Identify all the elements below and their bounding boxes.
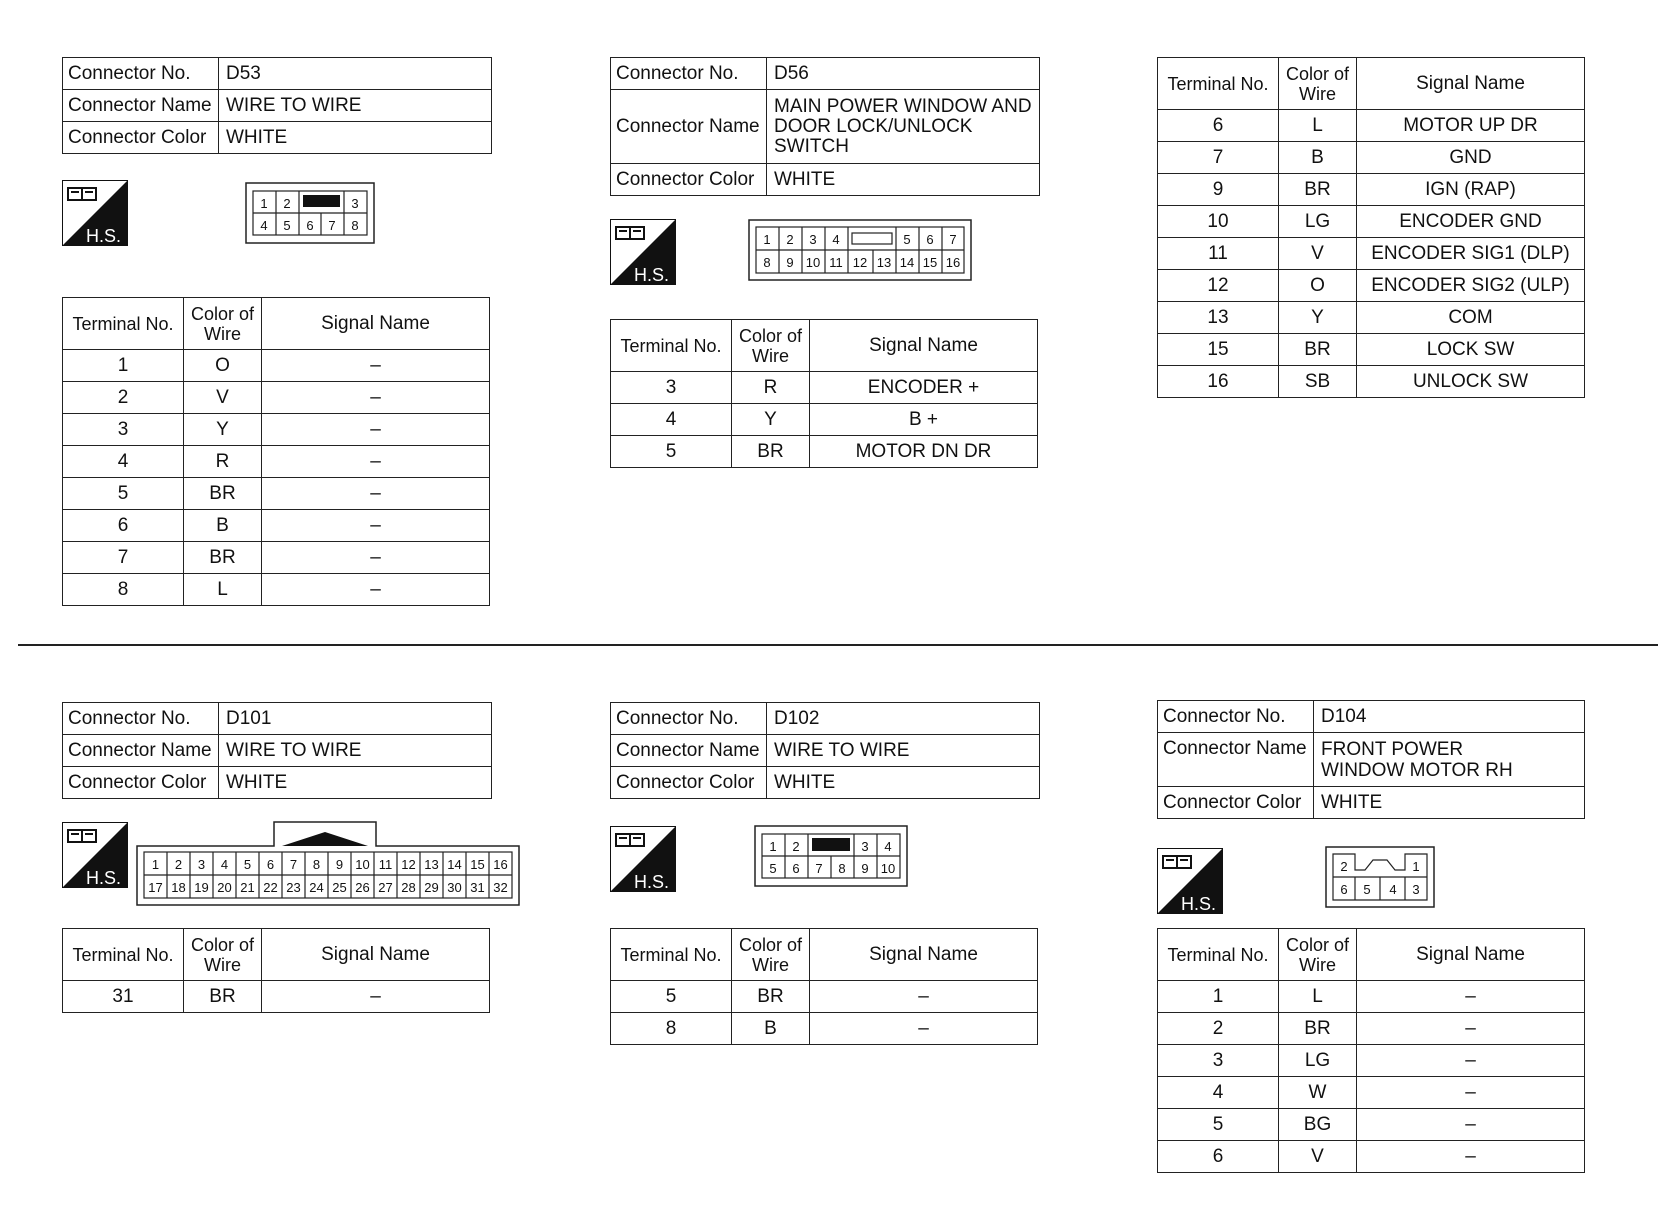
pin-label: 3 xyxy=(1412,882,1420,897)
pin-label: 10 xyxy=(880,861,896,876)
connector-color-label: Connector Color xyxy=(611,767,767,799)
connector-no-value: D56 xyxy=(767,58,1040,90)
pin-label: 2 xyxy=(283,196,291,211)
signal-cell: – xyxy=(262,382,490,414)
signal-cell: – xyxy=(262,510,490,542)
terminal-cell: 4 xyxy=(611,404,732,436)
pin-label: 2 xyxy=(786,232,794,247)
wire-color-cell: O xyxy=(184,350,262,382)
pin-label: 8 xyxy=(763,255,771,270)
wire-color-cell: Y xyxy=(184,414,262,446)
table-row xyxy=(1158,206,1585,238)
terminal-cell: 7 xyxy=(1158,142,1279,174)
table-row xyxy=(63,350,490,382)
col-terminal: Terminal No. xyxy=(63,298,184,350)
wire-color-cell: O xyxy=(1279,270,1357,302)
signal-cell: – xyxy=(262,542,490,574)
signal-cell: – xyxy=(1357,1141,1585,1173)
wire-color-cell: L xyxy=(1279,110,1357,142)
pin-label: 26 xyxy=(355,880,370,895)
connector-color-label: Connector Color xyxy=(1158,787,1314,819)
pin-label: 21 xyxy=(240,880,255,895)
connector-name-value: MAIN POWER WINDOW AND DOOR LOCK/UNLOCK SWITCH xyxy=(767,90,1040,164)
connector-name-label: Connector Name xyxy=(611,735,767,767)
terminal-cell: 9 xyxy=(1158,174,1279,206)
wire-color-cell: LG xyxy=(1279,206,1357,238)
terminal-cell: 12 xyxy=(1158,270,1279,302)
terminal-cell: 2 xyxy=(63,382,184,414)
pin-label: 15 xyxy=(922,255,938,270)
table-row xyxy=(1158,1045,1585,1077)
pin-label: 22 xyxy=(263,880,278,895)
section-divider xyxy=(18,644,1658,646)
signal-cell: MOTOR UP DR xyxy=(1357,110,1585,142)
connector-info-table xyxy=(62,702,492,799)
pin-label: 13 xyxy=(876,255,892,270)
pin-label: 13 xyxy=(424,857,439,872)
pin-label: 6 xyxy=(266,857,275,872)
connector-color-label: Connector Color xyxy=(63,122,219,154)
signal-cell: – xyxy=(262,350,490,382)
wire-color-cell: LG xyxy=(1279,1045,1357,1077)
harness-side-icon xyxy=(62,822,128,888)
pin-label: 19 xyxy=(194,880,209,895)
connector-color-value: WHITE xyxy=(767,164,1040,196)
pin-label: 8 xyxy=(351,218,359,233)
pin-label: 1 xyxy=(1412,859,1420,874)
signal-cell: – xyxy=(262,478,490,510)
pin-label: 1 xyxy=(151,857,160,872)
connector-color-value: WHITE xyxy=(219,767,492,799)
terminal-cell: 8 xyxy=(611,1013,732,1045)
pin-label: 2 xyxy=(792,839,800,854)
terminal-table xyxy=(1157,57,1585,398)
wire-color-cell: BR xyxy=(732,981,810,1013)
col-signal: Signal Name xyxy=(1357,929,1585,981)
pin-label: 27 xyxy=(378,880,393,895)
terminal-cell: 3 xyxy=(63,414,184,446)
wire-color-cell: BG xyxy=(1279,1109,1357,1141)
table-row xyxy=(63,446,490,478)
pin-label: 2 xyxy=(1340,859,1348,874)
wire-color-cell: B xyxy=(732,1013,810,1045)
signal-cell: UNLOCK SW xyxy=(1357,366,1585,398)
table-row xyxy=(611,436,1038,468)
harness-side-icon xyxy=(610,826,676,892)
terminal-cell: 5 xyxy=(611,981,732,1013)
pin-label: 16 xyxy=(945,255,961,270)
pin-label: 3 xyxy=(861,839,869,854)
col-color: Color of Wire xyxy=(184,298,262,350)
pin-label: 7 xyxy=(815,861,823,876)
table-row xyxy=(1158,366,1585,398)
terminal-cell: 5 xyxy=(611,436,732,468)
connector-info-table xyxy=(610,702,1040,799)
signal-cell: COM xyxy=(1357,302,1585,334)
col-color: Color of Wire xyxy=(732,320,810,372)
wire-color-cell: BR xyxy=(1279,1013,1357,1045)
connector-name-label: Connector Name xyxy=(63,90,219,122)
table-row xyxy=(63,574,490,606)
connector-color-label: Connector Color xyxy=(63,767,219,799)
signal-cell: – xyxy=(1357,1109,1585,1141)
pin-label: 10 xyxy=(805,255,821,270)
pin-label: 28 xyxy=(401,880,416,895)
pin-label: 11 xyxy=(378,857,393,872)
table-row xyxy=(611,981,1038,1013)
pin-label: 5 xyxy=(283,218,291,233)
table-row xyxy=(63,542,490,574)
pin-label: 4 xyxy=(832,232,840,247)
terminal-cell: 5 xyxy=(1158,1109,1279,1141)
connector-no-label: Connector No. xyxy=(63,58,219,90)
col-terminal: Terminal No. xyxy=(611,320,732,372)
connector-color-value: WHITE xyxy=(219,122,492,154)
wire-color-cell: Y xyxy=(1279,302,1357,334)
wire-color-cell: BR xyxy=(1279,174,1357,206)
pin-label: 9 xyxy=(335,857,344,872)
terminal-cell: 6 xyxy=(1158,1141,1279,1173)
wire-color-cell: B xyxy=(1279,142,1357,174)
signal-cell: – xyxy=(810,981,1038,1013)
pin-label: 14 xyxy=(447,857,462,872)
table-row xyxy=(1158,302,1585,334)
pin-label: 4 xyxy=(884,839,892,854)
terminal-cell: 4 xyxy=(63,446,184,478)
pin-label: 1 xyxy=(769,839,777,854)
terminal-cell: 31 xyxy=(63,981,184,1013)
terminal-cell: 3 xyxy=(1158,1045,1279,1077)
signal-cell: – xyxy=(262,414,490,446)
terminal-cell: 6 xyxy=(63,510,184,542)
connector-face-diagram xyxy=(754,825,908,887)
pin-label: 5 xyxy=(243,857,252,872)
table-row xyxy=(1158,1141,1585,1173)
terminal-cell: 4 xyxy=(1158,1077,1279,1109)
pin-label: 9 xyxy=(786,255,794,270)
hs-label: H.S. xyxy=(86,868,122,888)
pin-label: 23 xyxy=(286,880,301,895)
connector-face-diagram xyxy=(245,182,375,244)
wire-color-cell: V xyxy=(184,382,262,414)
col-color: Color of Wire xyxy=(1279,58,1357,110)
connector-name-label: Connector Name xyxy=(611,90,767,164)
connector-no-value: D104 xyxy=(1314,701,1585,733)
pin-label: 6 xyxy=(306,218,314,233)
connector-info-table xyxy=(1157,700,1585,819)
connector-no-label: Connector No. xyxy=(63,703,219,735)
connector-face-diagram xyxy=(748,219,972,281)
col-color: Color of Wire xyxy=(732,929,810,981)
table-row xyxy=(63,414,490,446)
connector-color-value: WHITE xyxy=(1314,787,1585,819)
pin-label: 17 xyxy=(148,880,163,895)
pin-label: 12 xyxy=(852,255,868,270)
connector-no-label: Connector No. xyxy=(1158,701,1314,733)
signal-cell: GND xyxy=(1357,142,1585,174)
terminal-table xyxy=(610,928,1038,1045)
signal-cell: – xyxy=(810,1013,1038,1045)
pin-label: 9 xyxy=(861,861,869,876)
table-row xyxy=(1158,174,1585,206)
terminal-cell: 11 xyxy=(1158,238,1279,270)
col-terminal: Terminal No. xyxy=(1158,58,1279,110)
pin-label: 24 xyxy=(309,880,324,895)
pin-label: 8 xyxy=(838,861,846,876)
terminal-cell: 3 xyxy=(611,372,732,404)
signal-cell: IGN (RAP) xyxy=(1357,174,1585,206)
wire-color-cell: L xyxy=(184,574,262,606)
pin-label: 29 xyxy=(424,880,439,895)
table-row xyxy=(1158,1077,1585,1109)
signal-cell: – xyxy=(1357,1077,1585,1109)
connector-face-diagram xyxy=(136,820,520,906)
pin-label: 1 xyxy=(260,196,268,211)
pin-label: 4 xyxy=(1389,882,1397,897)
connector-name-value: FRONT POWER WINDOW MOTOR RH xyxy=(1314,733,1585,787)
table-row xyxy=(63,382,490,414)
connector-info-table xyxy=(62,57,492,154)
table-row xyxy=(1158,1013,1585,1045)
col-terminal: Terminal No. xyxy=(1158,929,1279,981)
connector-name-label: Connector Name xyxy=(63,735,219,767)
pin-label: 3 xyxy=(809,232,817,247)
connector-color-label: Connector Color xyxy=(611,164,767,196)
wire-color-cell: R xyxy=(184,446,262,478)
terminal-cell: 1 xyxy=(63,350,184,382)
pin-label: 3 xyxy=(197,857,206,872)
pin-label: 7 xyxy=(328,218,336,233)
wire-color-cell: Y xyxy=(732,404,810,436)
col-signal: Signal Name xyxy=(262,929,490,981)
pin-label: 15 xyxy=(470,857,485,872)
pin-label: 11 xyxy=(829,255,843,270)
pin-label: 3 xyxy=(351,196,359,211)
signal-cell: – xyxy=(262,446,490,478)
signal-cell: – xyxy=(262,981,490,1013)
connector-face-diagram xyxy=(1325,846,1435,908)
pin-label: 5 xyxy=(769,861,777,876)
terminal-cell: 8 xyxy=(63,574,184,606)
hs-label: H.S. xyxy=(634,265,670,285)
table-row xyxy=(63,981,490,1013)
pin-label: 10 xyxy=(355,857,370,872)
hs-label: H.S. xyxy=(86,226,122,246)
terminal-table xyxy=(610,319,1038,468)
connector-name-value: WIRE TO WIRE xyxy=(767,735,1040,767)
terminal-table xyxy=(62,928,490,1013)
pin-label: 6 xyxy=(926,232,934,247)
table-row xyxy=(1158,270,1585,302)
pin-label: 18 xyxy=(171,880,186,895)
wire-color-cell: V xyxy=(1279,238,1357,270)
signal-cell: ENCODER SIG1 (DLP) xyxy=(1357,238,1585,270)
table-row xyxy=(1158,110,1585,142)
pin-label: 5 xyxy=(903,232,911,247)
pin-label: 1 xyxy=(763,232,771,247)
pin-label: 25 xyxy=(332,880,347,895)
terminal-cell: 5 xyxy=(63,478,184,510)
signal-cell: ENCODER SIG2 (ULP) xyxy=(1357,270,1585,302)
signal-cell: – xyxy=(262,574,490,606)
harness-side-icon xyxy=(610,219,676,285)
table-row xyxy=(1158,334,1585,366)
col-color: Color of Wire xyxy=(1279,929,1357,981)
wire-color-cell: BR xyxy=(184,542,262,574)
pin-label: 6 xyxy=(1340,882,1348,897)
pin-label: 5 xyxy=(1363,882,1371,897)
connector-no-label: Connector No. xyxy=(611,703,767,735)
wire-color-cell: R xyxy=(732,372,810,404)
table-row xyxy=(63,510,490,542)
wire-color-cell: BR xyxy=(184,478,262,510)
signal-cell: MOTOR DN DR xyxy=(810,436,1038,468)
terminal-cell: 1 xyxy=(1158,981,1279,1013)
signal-cell: – xyxy=(1357,981,1585,1013)
table-row xyxy=(1158,1109,1585,1141)
terminal-table xyxy=(62,297,490,606)
signal-cell: LOCK SW xyxy=(1357,334,1585,366)
wire-color-cell: B xyxy=(184,510,262,542)
signal-cell: ENCODER + xyxy=(810,372,1038,404)
pin-label: 14 xyxy=(899,255,915,270)
col-color: Color of Wire xyxy=(184,929,262,981)
wire-color-cell: BR xyxy=(732,436,810,468)
connector-no-value: D53 xyxy=(219,58,492,90)
connector-color-value: WHITE xyxy=(767,767,1040,799)
wire-color-cell: W xyxy=(1279,1077,1357,1109)
pin-label: 6 xyxy=(792,861,800,876)
terminal-cell: 10 xyxy=(1158,206,1279,238)
hs-label: H.S. xyxy=(634,872,670,892)
table-row xyxy=(611,1013,1038,1045)
terminal-cell: 16 xyxy=(1158,366,1279,398)
pin-label: 20 xyxy=(217,880,232,895)
table-row xyxy=(1158,238,1585,270)
table-row xyxy=(1158,981,1585,1013)
col-signal: Signal Name xyxy=(1357,58,1585,110)
pin-label: 12 xyxy=(401,857,416,872)
pin-label: 4 xyxy=(220,857,229,872)
table-row xyxy=(611,404,1038,436)
connector-name-value: WIRE TO WIRE xyxy=(219,735,492,767)
terminal-cell: 6 xyxy=(1158,110,1279,142)
pin-label: 4 xyxy=(260,218,268,233)
pin-label: 30 xyxy=(447,880,462,895)
pin-label: 16 xyxy=(493,857,508,872)
connector-no-value: D102 xyxy=(767,703,1040,735)
table-row xyxy=(1158,142,1585,174)
hs-label: H.S. xyxy=(1181,894,1217,914)
harness-side-icon xyxy=(62,180,128,246)
wire-color-cell: L xyxy=(1279,981,1357,1013)
col-signal: Signal Name xyxy=(810,929,1038,981)
terminal-cell: 2 xyxy=(1158,1013,1279,1045)
wire-color-cell: BR xyxy=(1279,334,1357,366)
connector-info-table xyxy=(610,57,1040,196)
connector-name-label: Connector Name xyxy=(1158,733,1314,787)
pin-label: 32 xyxy=(493,880,508,895)
col-terminal: Terminal No. xyxy=(63,929,184,981)
wire-color-cell: V xyxy=(1279,1141,1357,1173)
table-row xyxy=(611,372,1038,404)
terminal-cell: 15 xyxy=(1158,334,1279,366)
terminal-cell: 7 xyxy=(63,542,184,574)
signal-cell: – xyxy=(1357,1013,1585,1045)
col-signal: Signal Name xyxy=(262,298,490,350)
signal-cell: – xyxy=(1357,1045,1585,1077)
pin-label: 2 xyxy=(174,857,183,872)
pin-label: 8 xyxy=(312,857,321,872)
terminal-cell: 13 xyxy=(1158,302,1279,334)
pin-label: 31 xyxy=(470,880,485,895)
signal-cell: ENCODER GND xyxy=(1357,206,1585,238)
pin-label: 7 xyxy=(289,857,298,872)
connector-no-value: D101 xyxy=(219,703,492,735)
signal-cell: B + xyxy=(810,404,1038,436)
connector-name-value: WIRE TO WIRE xyxy=(219,90,492,122)
wire-color-cell: SB xyxy=(1279,366,1357,398)
connector-no-label: Connector No. xyxy=(611,58,767,90)
table-row xyxy=(63,478,490,510)
harness-side-icon xyxy=(1157,848,1223,914)
wire-color-cell: BR xyxy=(184,981,262,1013)
terminal-table xyxy=(1157,928,1585,1173)
col-signal: Signal Name xyxy=(810,320,1038,372)
col-terminal: Terminal No. xyxy=(611,929,732,981)
pin-label: 7 xyxy=(949,232,957,247)
